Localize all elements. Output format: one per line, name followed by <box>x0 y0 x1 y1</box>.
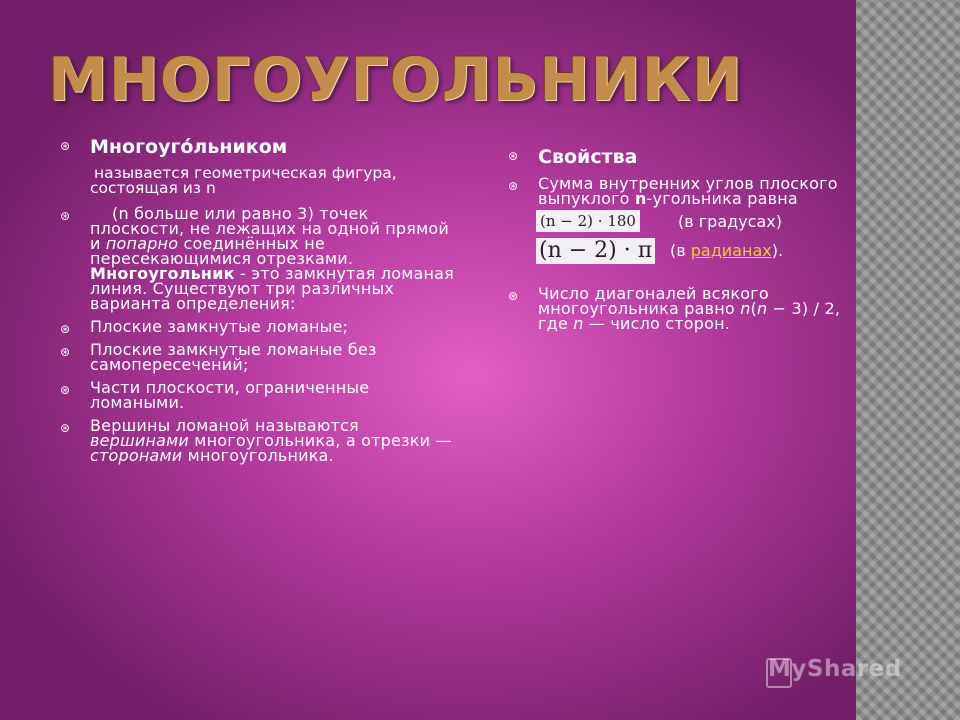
left-column <box>58 136 458 471</box>
bullet-icon: ⊛ <box>508 289 519 303</box>
formula-radians: (n − 2) · π <box>536 238 655 264</box>
slide-title: МНОГОУГОЛЬНИКИ <box>48 45 743 115</box>
bullet-icon: ⊛ <box>508 149 519 163</box>
bullet-icon: ⊛ <box>60 345 71 359</box>
bullet-icon: ⊛ <box>60 421 71 435</box>
unit-degrees: (в градусах) <box>678 212 782 231</box>
bullet-icon: ⊛ <box>508 179 519 193</box>
vertices-text: Вершины ломаной называются вершинами многоугольника, а отрезки — сторонами многоугольника. <box>90 416 452 465</box>
formula-radians-row <box>506 238 846 286</box>
right-column <box>506 146 846 339</box>
formula-degrees: (n − 2) · 180 <box>536 210 640 232</box>
list-item <box>58 136 458 158</box>
list-item <box>58 418 458 463</box>
unit-radians: (в радианах). <box>670 241 784 260</box>
list-item <box>58 206 458 311</box>
bullet-icon: ⊛ <box>60 209 71 223</box>
list-item <box>506 176 846 206</box>
definition-text: (n больше или равно 3) точек плоскости, не лежащих на одной прямой и попарно соединённых не пересекающимися отрезками. Многоугольник - это замкнутая ломаная линия. Существуют три различных варианта определения: <box>90 204 454 313</box>
list-item <box>58 380 458 410</box>
variant-text: Части плоскости, ограниченные ломаными. <box>90 378 370 412</box>
list-item <box>506 286 846 331</box>
radians-link[interactable]: радианах <box>690 241 772 260</box>
variant-text: Плоские замкнутые ломаные; <box>90 317 349 336</box>
decorative-side-stripe <box>856 0 960 720</box>
diagonals-text: Число диагоналей всякого многоугольника равно n(n − 3) / 2, где n — число сторон. <box>538 284 841 333</box>
definition-line: называется геометрическая фигура, состоящая из n <box>90 164 397 197</box>
angle-sum-text: Сумма внутренних углов плоского выпуклого n-угольника равна <box>538 174 838 208</box>
list-item <box>506 146 846 168</box>
variant-text: Плоские замкнутые ломаные без самопересечений; <box>90 340 377 374</box>
bullet-icon: ⊛ <box>60 139 71 153</box>
list-item <box>58 342 458 372</box>
bullet-icon: ⊛ <box>60 383 71 397</box>
watermark: MyShared <box>768 656 902 682</box>
bullet-icon: ⊛ <box>60 322 71 336</box>
list-item <box>58 319 458 334</box>
definition-heading: Многоуго́льником <box>90 136 288 158</box>
properties-heading: Свойства <box>538 146 638 168</box>
